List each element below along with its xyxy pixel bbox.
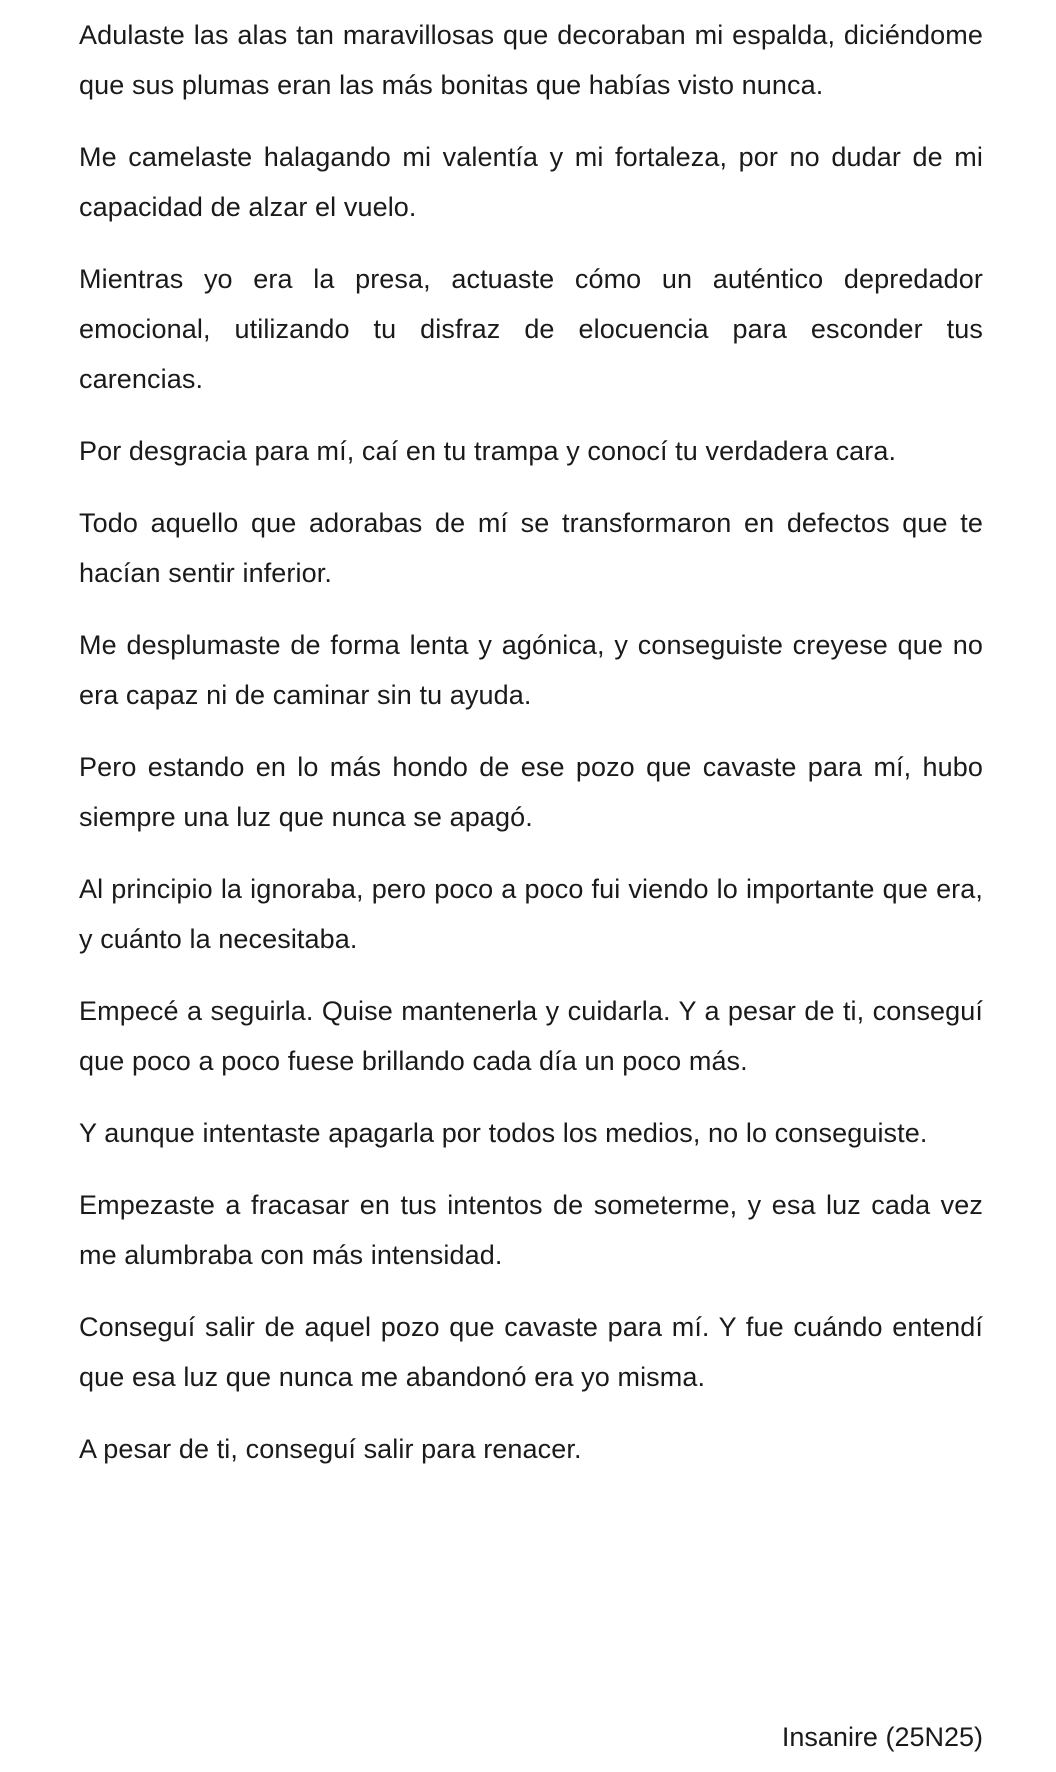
paragraph-8: Al principio la ignoraba, pero poco a poco fui viendo lo importante que era, y cuánto la necesitaba. bbox=[79, 874, 983, 954]
paragraph-11: Empezaste a fracasar en tus intentos de someterme, y esa luz cada vez me alumbraba con más intensidad. bbox=[79, 1190, 983, 1270]
document-body bbox=[79, 10, 983, 1496]
paragraph-12: Conseguí salir de aquel pozo que cavaste para mí. Y fue cuándo entendí que esa luz que nunca me abandonó era yo misma. bbox=[79, 1312, 983, 1392]
signature: Insanire (25N25) bbox=[781, 1722, 983, 1752]
paragraph-7: Pero estando en lo más hondo de ese pozo que cavaste para mí, hubo siempre una luz que nunca se apagó. bbox=[79, 752, 983, 832]
paragraph-4: Por desgracia para mí, caí en tu trampa y conocí tu verdadera cara. bbox=[79, 436, 897, 466]
paragraph-2: Me camelaste halagando mi valentía y mi fortaleza, por no dudar de mi capacidad de alzar el vuelo. bbox=[79, 142, 983, 222]
paragraph-9: Empecé a seguirla. Quise mantenerla y cuidarla. Y a pesar de ti, conseguí que poco a poco fuese brillando cada día un poco más. bbox=[79, 996, 983, 1076]
paragraph-3: Mientras yo era la presa, actuaste cómo un auténtico depredador emocional, utilizando tu disfraz de elocuencia para esconder tus carencias. bbox=[79, 264, 983, 394]
paragraph-5: Todo aquello que adorabas de mí se transformaron en defectos que te hacían sentir inferior. bbox=[79, 508, 983, 588]
paragraph-10: Y aunque intentaste apagarla por todos los medios, no lo conseguiste. bbox=[79, 1118, 928, 1148]
paragraph-6: Me desplumaste de forma lenta y agónica, y conseguiste creyese que no era capaz ni de caminar sin tu ayuda. bbox=[79, 630, 983, 710]
paragraph-1: Adulaste las alas tan maravillosas que decoraban mi espalda, diciéndome que sus plumas eran las más bonitas que habías visto nunca. bbox=[79, 20, 983, 100]
paragraph-13: A pesar de ti, conseguí salir para renacer. bbox=[79, 1434, 582, 1464]
